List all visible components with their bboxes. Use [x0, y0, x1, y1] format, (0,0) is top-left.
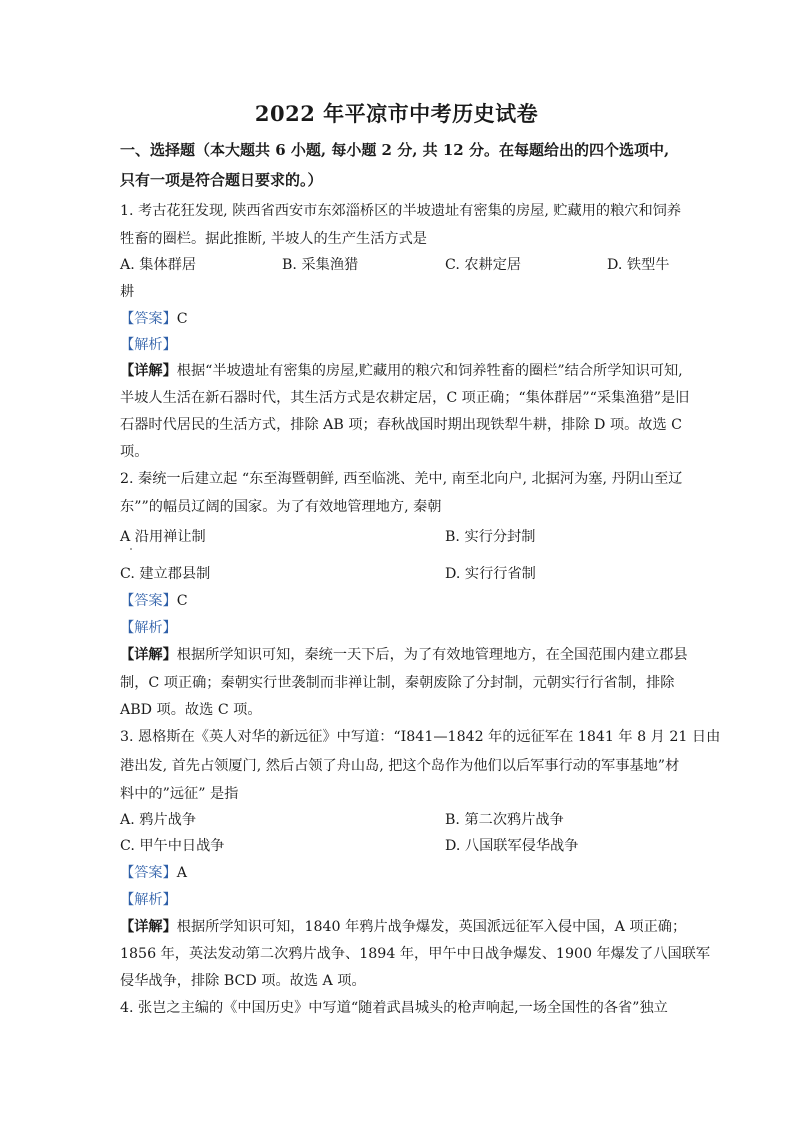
detail-label: 【详解】 [120, 647, 177, 663]
option-b: B. 采集渔猎 [282, 257, 359, 273]
answer-row [120, 863, 187, 883]
detail-text: 根据“半坡遗址有密集的房屋,贮藏用的粮穴和饲养牲畜的圈栏”结合所学知识可知, [176, 363, 683, 379]
detail-row [120, 361, 683, 381]
detail-text: 石器时代居民的生活方式，排除 AB 项；春秋战国时期出现铁犁牛耕，排除 D 项。故选 C [120, 417, 683, 433]
stray-dot [130, 548, 132, 550]
option-a: A 沿用禅让制 [120, 529, 206, 545]
option-d: D. 铁型牛 [607, 257, 670, 273]
question-stem: 东””的幅员辽阔的国家。为了有效地管理地方, 秦朝 [120, 499, 442, 515]
option-b: B. 实行分封制 [445, 529, 536, 545]
answer-value: A [176, 865, 188, 881]
detail-text: 根据所学知识可知，秦统一天下后，为了有效地管理地方，在全国范围内建立郡县 [176, 647, 688, 663]
detail-label: 【详解】 [120, 919, 177, 935]
detail-text: 项。 [120, 444, 149, 460]
option-d: D. 实行行省制 [445, 566, 536, 582]
question-stem: 1. 考古花狂发现, 陕西省西安市东郊淄桥区的半坡遗址有密集的房屋, 贮藏用的粮穴和饲养 [120, 203, 682, 219]
answer-label: 【答案】 [120, 593, 177, 609]
detail-text: 根据所学知识可知，1840 年鸦片战争爆发，英国派远征军入侵中国，A 项正确； [176, 919, 687, 935]
option-c: C. 甲午中日战争 [120, 838, 225, 854]
answer-value: C [176, 311, 188, 327]
detail-text: 半坡人生活在新石器时代，其生活方式是农耕定居，C 项正确；“集体群居”“采集渔猎”是旧 [120, 390, 690, 406]
detail-text: 制，C 项正确；秦朝实行世袭制而非禅让制，秦朝废除了分封制，元朝实行行省制，排除 [120, 675, 675, 691]
detail-row [120, 645, 688, 665]
question-stem: 3. 恩格斯在《英人对华的新远征》中写道：“I841—1842 年的远征军在 1841 年 8 月 21 日由 [120, 729, 721, 745]
detail-row [120, 917, 686, 937]
detail-text: ABD 项。故选 C 项。 [120, 702, 262, 718]
answer-row [120, 591, 188, 611]
question-stem: 4. 张岂之主编的《中国历史》中写道“随着武昌城头的枪声响起,一场全国性的各省”独立 [120, 1000, 668, 1016]
section-header-line1: 一、选择题（本大题共 6 小题, 每小题 2 分, 共 12 分。在每题给出的四个选项中, [120, 141, 670, 159]
answer-row [120, 309, 188, 329]
detail-text: 1856 年，英法发动第二次鸦片战争、1894 年，甲午中日战争爆发、1900 年爆发了八国联军 [120, 946, 711, 962]
question-stem: 牲畜的圈栏。据此推断, 半坡人的生产生活方式是 [120, 231, 427, 247]
answer-label: 【答案】 [120, 865, 177, 881]
question-stem: 港出发, 首先占领厦门, 然后占领了舟山岛, 把这个岛作为他们以后军事行动的军事基地”材 [120, 758, 680, 774]
analysis-label: 【解析】 [120, 337, 177, 353]
option-d: D. 八国联军侵华战争 [445, 838, 579, 854]
question-stem: 料中的”远征” 是指 [120, 786, 239, 802]
detail-label: 【详解】 [120, 363, 177, 379]
detail-text: 侵华战争，排除 BCD 项。故选 A 项。 [120, 973, 366, 989]
option-c: C. 农耕定居 [445, 257, 522, 273]
option-d-wrap: 耕 [120, 284, 135, 300]
section-header-line2: 只有一项是符合题日要求的。） [120, 171, 323, 189]
answer-value: C [176, 593, 188, 609]
question-stem: 2. 秦统一后建立起 “东至海暨朝鲜, 西至临洮、羌中, 南至北向户, 北据河为塞, 丹阴山至辽 [120, 471, 683, 487]
page-title: 2022 年平凉市中考历史试卷 [254, 101, 539, 126]
option-b: B. 第二次鸦片战争 [445, 812, 564, 828]
answer-label: 【答案】 [120, 311, 177, 327]
option-a: A. 鸦片战争 [120, 812, 197, 828]
analysis-label: 【解析】 [120, 620, 177, 636]
analysis-label: 【解析】 [120, 892, 177, 908]
option-c: C. 建立郡县制 [120, 566, 211, 582]
option-a: A. 集体群居 [120, 257, 197, 273]
